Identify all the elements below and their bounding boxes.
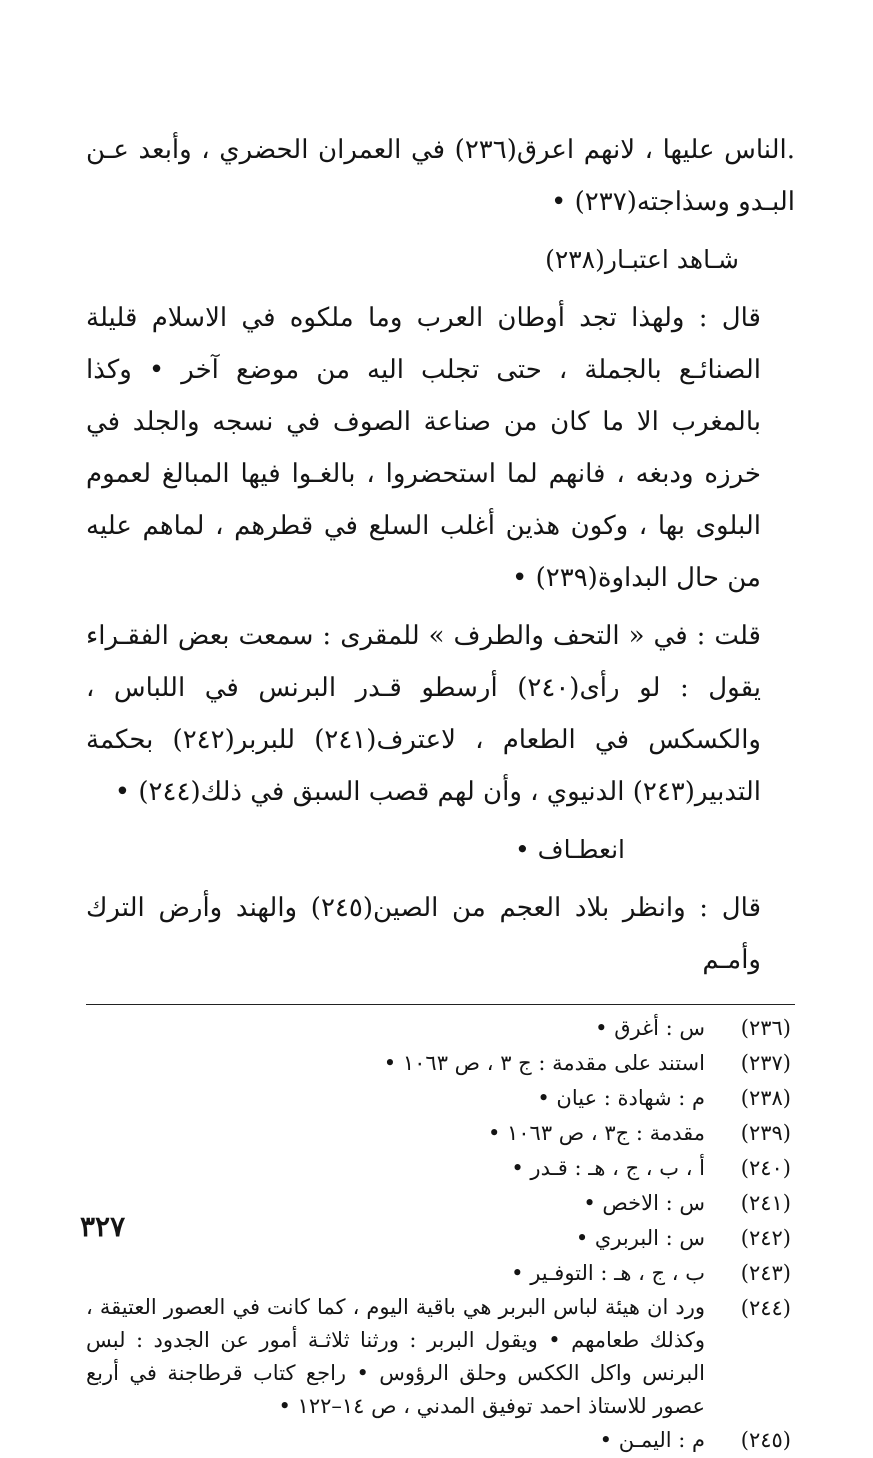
footnote-text: س : أغرق • [595, 1016, 705, 1040]
footnote-number: (٢٤٤) [740, 1296, 791, 1320]
paragraph-1: .الناس عليها ، لانهم اعرق(٢٣٦) في العمران الحضري ، وأبعد عـن البـدو وسذاجته(٢٣٧) • [86, 135, 796, 217]
paragraph-3: قلت : في « التحف والطرف » للمقرى : سمعت بعض الفقـراء يقول : لو رأى(٢٤٠) أرسطو قـدر البرنس في اللباس ، والكسكس في الطعام ، لاعترف(٢٤١) للبربر(٢٤٢) بحكمة التدبير(٢٤٣) الدنيوي ، وأن لهم قصب السبق في ذلك(٢٤٤) • [86, 621, 761, 807]
footnote-number: (٢٣٦) [740, 1016, 791, 1040]
footnote-number: (٢٣٧) [740, 1051, 791, 1075]
section-heading-shahid: شـاهد اعتبـار(٢٣٨) [545, 245, 739, 274]
footnote [86, 1151, 795, 1186]
footnote-text: م : اليمـن • [599, 1428, 705, 1452]
footnote [86, 1291, 795, 1423]
footnote-number: (٢٤٥) [740, 1428, 791, 1452]
footnote-text: م : شهادة : عيان • [537, 1086, 705, 1110]
footnote-number: (٢٤٣) [740, 1261, 791, 1285]
footnote-text: مقدمة : ج٣ ، ص ١٠٦٣ • [487, 1121, 705, 1145]
footnote-text: س : البربري • [575, 1226, 705, 1250]
footnote-text: ب ، ج ، هـ : التوفـير • [511, 1261, 705, 1285]
paragraph-2: قال : ولهذا تجد أوطان العرب وما ملكوه في الاسلام قليلة الصنائـع بالجملة ، حتى تجلب اليه من موضع آخر • وكذا بالمغرب الا ما كان من صناعة الصوف في نسجه والجلد في خرزه ودبغه ، فانهم لما استحضروا ، بالغـوا فيها المبالغ لعموم البلوى بها ، وكون هذين أغلب السلع في قطرهم ، لماهم عليه من حال البداوة(٢٣٩) • [86, 303, 761, 593]
main-text [86, 124, 795, 986]
page-number: ٣٢٧ [80, 1210, 126, 1243]
footnote-text: أ ، ب ، ج ، هـ : قـدر • [511, 1156, 705, 1180]
section-heading-inetaf: انعطـاف • [514, 835, 625, 864]
footnote-text: ورد ان هيئة لباس البربر هي باقية اليوم ، كما كانت في العصور العتيقة ، وكذلك طعامهم • ويقول البربر : ورثنا ثلاثـة أمور عن الجدود : لبس البرنس واكل الككس وحلق الرؤوس • راجع كتاب قرطاجنة في أربع عصور للاستاذ احمد توفيق المدني ، ص ١٤–١٢٢ • [86, 1295, 705, 1418]
footnote [86, 1256, 795, 1291]
footnote [86, 1081, 795, 1116]
footnote-divider [86, 1004, 795, 1005]
footnote-number: (٢٣٩) [740, 1121, 791, 1145]
footnote-number: (٢٤٢) [740, 1226, 791, 1250]
paragraph-4: قال : وانظر بلاد العجم من الصين(٢٤٥) والهند وأرض الترك وأمـم [86, 893, 762, 975]
footnote [86, 1423, 795, 1458]
footnote [86, 1116, 795, 1151]
footnote [86, 1186, 795, 1221]
footnote-number: (٢٤١) [740, 1191, 791, 1215]
footnote-number: (٢٤٠) [740, 1156, 791, 1180]
footnote [86, 1011, 795, 1046]
footnote-number: (٢٣٨) [740, 1086, 791, 1110]
footnote [86, 1221, 795, 1256]
footnote-text: س : الاخص • [583, 1191, 705, 1215]
footnote-text: استند على مقدمة : ج ٣ ، ص ١٠٦٣ • [383, 1051, 705, 1075]
footnote [86, 1046, 795, 1081]
footnotes-list [86, 1011, 795, 1458]
